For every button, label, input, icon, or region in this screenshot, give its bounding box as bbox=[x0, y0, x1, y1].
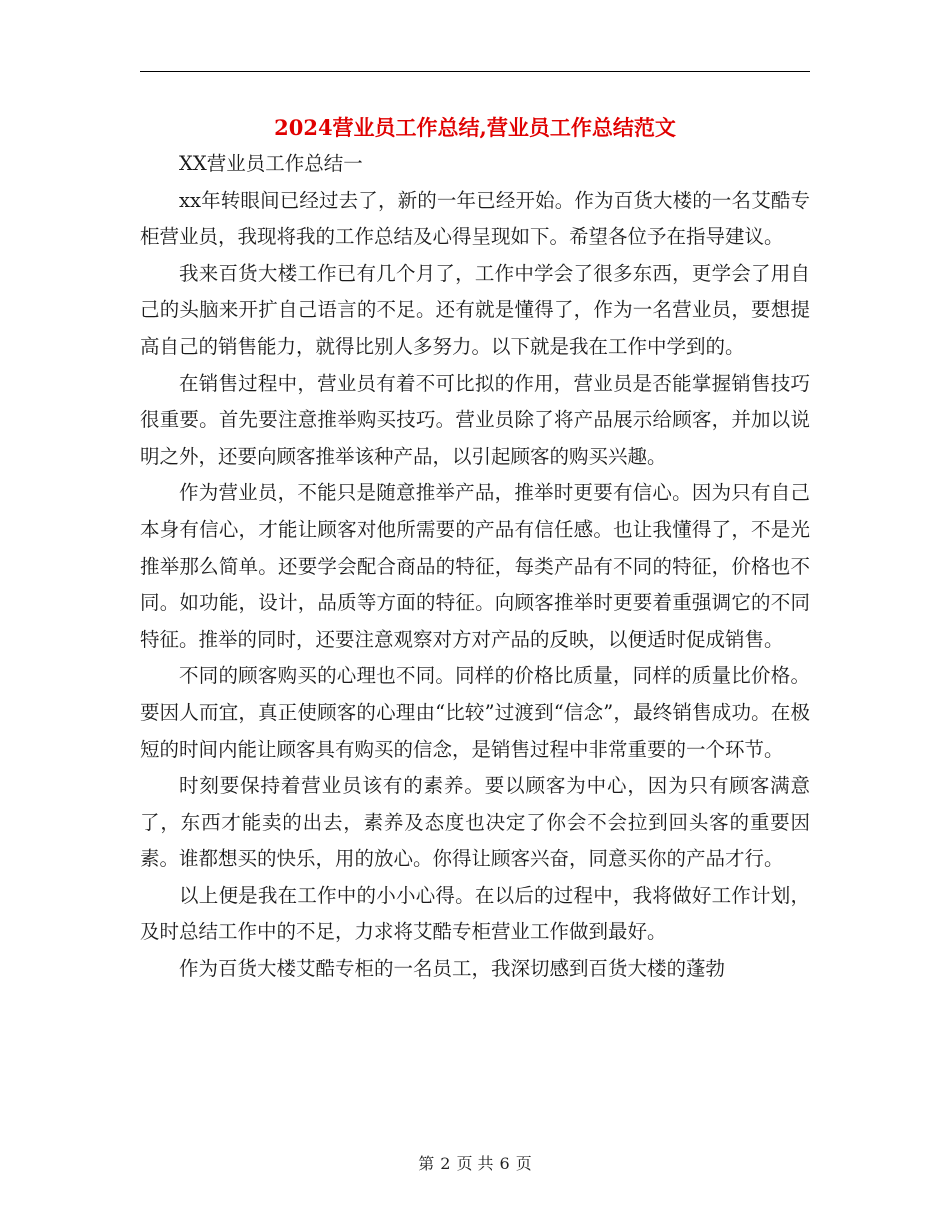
document-title: 2024营业员工作总结,营业员工作总结范文 bbox=[274, 115, 676, 140]
paragraph: XX营业员工作总结一 bbox=[179, 152, 363, 175]
paragraph: 不同的顾客购买的心理也不同。同样的价格比质量，同样的质量比价格。要因人而宜，真正使顾客的心理由“比较”过渡到“信念”，最终销售成功。在极短的时间内能让顾客具有购买的信念，是销售过程中非常重要的一个环节。 bbox=[140, 664, 810, 761]
footer-middle: 页 共 bbox=[456, 1154, 494, 1173]
paragraph: xx年转眼间已经过去了，新的一年已经开始。作为百货大楼的一名艾酷专柜营业员，我现将我的工作总结及心得呈现如下。希望各位予在指导建议。 bbox=[140, 188, 810, 249]
paragraph: 时刻要保持着营业员该有的素养。要以顾客为中心，因为只有顾客满意了，东西才能卖的出去，素养及态度也决定了你会不会拉到回头客的重要因素。谁都想买的快乐，用的放心。你得让顾客兴奋，同意买你的产品才行。 bbox=[140, 774, 810, 871]
current-page-number: 2 bbox=[440, 1154, 451, 1173]
paragraph: 作为营业员，不能只是随意推举产品，推举时更要有信心。因为只有自己本身有信心，才能让顾客对他所需要的产品有信任感。也让我懂得了，不是光推举那么简单。还要学会配合商品的特征，每类产品有不同的特征，价格也不同。如功能，设计，品质等方面的特征。向顾客推举时更要着重强调它的不同特征。推举的同时，还要注意观察对方对产品的反映，以便适时促成销售。 bbox=[140, 481, 810, 651]
footer-suffix: 页 bbox=[515, 1154, 532, 1173]
page-footer bbox=[0, 1152, 950, 1176]
document-body bbox=[140, 146, 810, 988]
paragraph: 在销售过程中，营业员有着不可比拟的作用，营业员是否能掌握销售技巧很重要。首先要注意推举购买技巧。营业员除了将产品展示给顾客，并加以说明之外，还要向顾客推举该种产品，以引起顾客的购买兴趣。 bbox=[140, 371, 810, 468]
header-rule bbox=[140, 71, 810, 72]
paragraph: 以上便是我在工作中的小小心得。在以后的过程中，我将做好工作计划，及时总结工作中的不足，力求将艾酷专柜营业工作做到最好。 bbox=[140, 883, 810, 944]
footer-prefix: 第 bbox=[418, 1154, 435, 1173]
total-pages-number: 6 bbox=[499, 1154, 510, 1173]
paragraph: 作为百货大楼艾酷专柜的一名员工，我深切感到百货大楼的蓬勃 bbox=[179, 957, 726, 981]
paragraph: 我来百货大楼工作已有几个月了，工作中学会了很多东西，更学会了用自己的头脑来开扩自己语言的不足。还有就是懂得了，作为一名营业员，要想提高自己的销售能力，就得比别人多努力。以下就是我在工作中学到的。 bbox=[140, 261, 810, 358]
